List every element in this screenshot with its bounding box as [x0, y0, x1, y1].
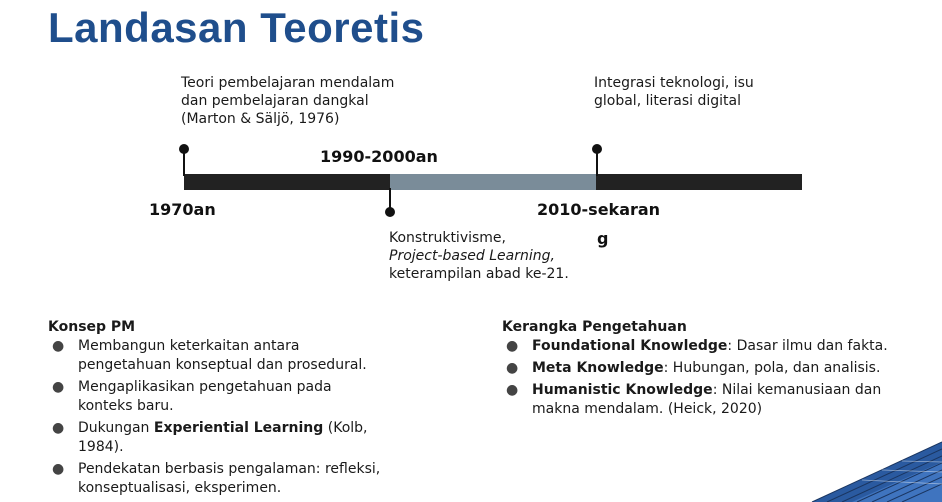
timeline-dot-1990: [385, 207, 395, 217]
item-text: (Kolb,: [323, 420, 368, 436]
year-2010-wrap: g: [597, 229, 609, 248]
item-text: makna mendalam. (Heick, 2020): [532, 401, 763, 417]
page-title: Landasan Teoretis: [48, 4, 425, 51]
item-bold: Humanistic Knowledge: [532, 382, 713, 398]
bullet-icon: ●: [506, 338, 519, 354]
item-text: Pendekatan berbasis pengalaman: refleksi,: [78, 461, 381, 477]
timeline-note-1990: [389, 229, 569, 283]
timeline-note-2010: [594, 74, 754, 110]
note-line: global, literasi digital: [594, 93, 741, 109]
timeline-segment-3: [596, 174, 802, 190]
bullet-icon: ●: [52, 338, 65, 354]
item-text: : Nilai kemanusiaan dan: [712, 382, 882, 398]
kerangka-list: [502, 337, 922, 419]
item-text: pengetahuan konseptual dan prosedural.: [78, 357, 367, 373]
item-text: 1984).: [78, 439, 124, 455]
list-item: [502, 337, 922, 356]
item-bold: Experiential Learning: [153, 420, 324, 436]
item-text: Dukungan: [78, 420, 154, 436]
bullet-icon: ●: [52, 420, 65, 436]
year-1990: 1990-2000an: [320, 147, 438, 166]
note-line: dan pembelajaran dangkal: [181, 93, 369, 109]
konsep-section: [48, 318, 468, 501]
list-item: [502, 359, 922, 378]
bullet-icon: ●: [506, 360, 519, 376]
item-bold: Foundational Knowledge: [532, 338, 728, 354]
kerangka-section: [502, 318, 922, 422]
bullet-icon: ●: [506, 382, 519, 398]
konsep-list: [48, 337, 468, 498]
bullet-icon: ●: [52, 379, 65, 395]
item-text: : Dasar ilmu dan fakta.: [727, 338, 888, 354]
list-item: [48, 337, 468, 375]
list-item: [48, 460, 468, 498]
decorative-corner-graphic: [772, 412, 942, 502]
year-1970: 1970an: [149, 200, 216, 219]
item-text: konseptualisasi, eksperimen.: [78, 480, 282, 496]
item-text: Membangun keterkaitan antara: [78, 338, 300, 354]
note-line: Teori pembelajaran mendalam: [181, 75, 395, 91]
timeline-note-1970: [181, 74, 394, 128]
timeline-segment-1: [184, 174, 390, 190]
item-text: Mengaplikasikan pengetahuan pada: [78, 379, 332, 395]
timeline-segment-2: [390, 174, 596, 190]
item-text: : Hubungan, pola, dan analisis.: [663, 360, 881, 376]
note-line: Project-based Learning,: [389, 248, 555, 264]
bullet-icon: ●: [52, 461, 65, 477]
note-line: keterampilan abad ke-21.: [389, 266, 569, 282]
list-item: [48, 419, 468, 457]
year-2010: 2010-sekaran: [537, 200, 661, 219]
kerangka-heading: Kerangka Pengetahuan: [502, 319, 687, 335]
timeline-stem-1970: [183, 150, 185, 176]
item-text: konteks baru.: [78, 398, 174, 414]
list-item: [48, 378, 468, 416]
note-line: Konstruktivisme,: [389, 230, 506, 246]
note-line: Integrasi teknologi, isu: [594, 75, 754, 91]
item-bold: Meta Knowledge: [532, 360, 664, 376]
note-line: (Marton & Säljö, 1976): [181, 111, 340, 127]
konsep-heading: Konsep PM: [48, 319, 136, 335]
timeline-stem-2010: [596, 150, 598, 176]
